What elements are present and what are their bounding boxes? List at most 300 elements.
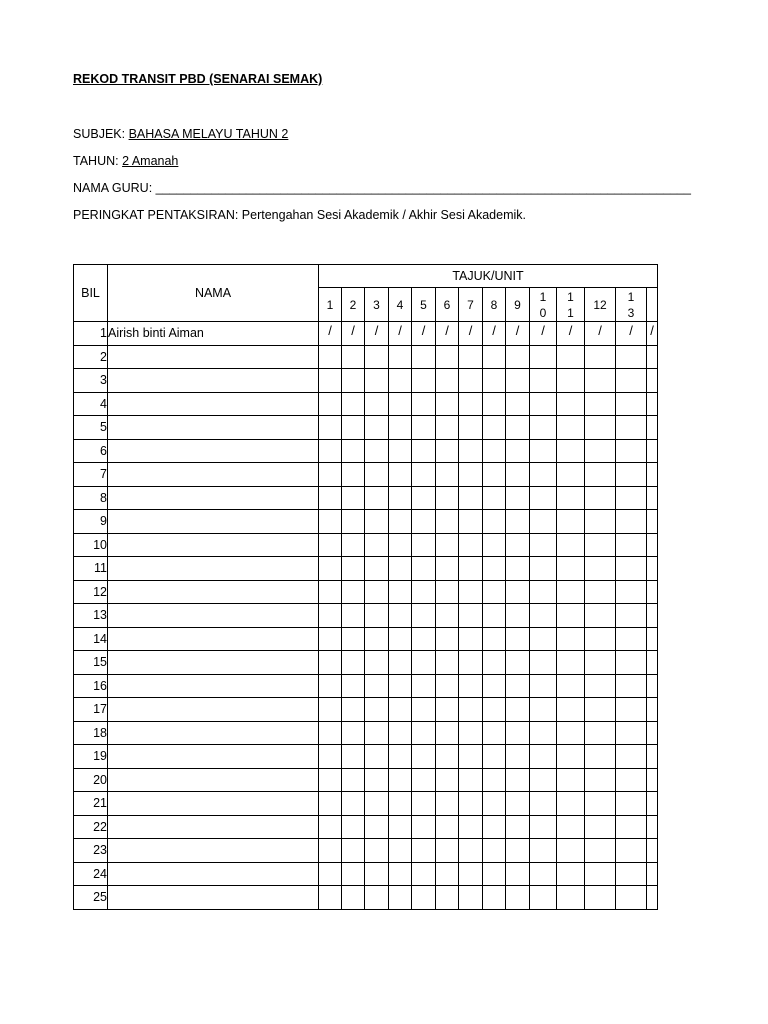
checklist-cell[interactable] (412, 698, 436, 722)
checklist-cell[interactable] (585, 721, 616, 745)
checklist-cell[interactable] (412, 792, 436, 816)
checklist-cell[interactable] (342, 698, 365, 722)
checklist-cell[interactable] (365, 651, 389, 675)
checklist-cell[interactable] (389, 369, 412, 393)
checklist-cell[interactable] (389, 651, 412, 675)
checklist-cell[interactable] (585, 533, 616, 557)
checklist-cell[interactable]: / (616, 322, 647, 346)
checklist-cell[interactable] (365, 792, 389, 816)
checklist-cell[interactable] (319, 392, 342, 416)
checklist-cell[interactable] (647, 698, 658, 722)
checklist-cell[interactable] (319, 345, 342, 369)
checklist-cell[interactable] (436, 463, 459, 487)
checklist-cell[interactable] (459, 604, 483, 628)
checklist-cell[interactable] (436, 557, 459, 581)
checklist-cell[interactable] (506, 604, 530, 628)
checklist-cell[interactable] (365, 886, 389, 910)
student-name-cell[interactable] (108, 839, 319, 863)
checklist-cell[interactable] (412, 815, 436, 839)
checklist-cell[interactable] (365, 721, 389, 745)
checklist-cell[interactable] (585, 580, 616, 604)
checklist-cell[interactable]: / (389, 322, 412, 346)
checklist-cell[interactable] (506, 886, 530, 910)
checklist-cell[interactable] (365, 839, 389, 863)
checklist-cell[interactable] (459, 510, 483, 534)
checklist-cell[interactable] (483, 674, 506, 698)
checklist-cell[interactable] (483, 486, 506, 510)
checklist-cell[interactable] (365, 463, 389, 487)
student-name-cell[interactable] (108, 604, 319, 628)
checklist-cell[interactable] (530, 674, 557, 698)
checklist-cell[interactable] (459, 721, 483, 745)
checklist-cell[interactable] (585, 486, 616, 510)
checklist-cell[interactable] (483, 651, 506, 675)
checklist-cell[interactable] (319, 815, 342, 839)
checklist-cell[interactable] (557, 815, 585, 839)
checklist-cell[interactable] (389, 392, 412, 416)
checklist-cell[interactable] (389, 674, 412, 698)
checklist-cell[interactable] (365, 815, 389, 839)
checklist-cell[interactable] (557, 557, 585, 581)
checklist-cell[interactable] (459, 486, 483, 510)
checklist-cell[interactable] (319, 768, 342, 792)
checklist-cell[interactable] (616, 533, 647, 557)
checklist-cell[interactable] (616, 369, 647, 393)
checklist-cell[interactable] (616, 721, 647, 745)
checklist-cell[interactable] (436, 533, 459, 557)
student-name-cell[interactable] (108, 345, 319, 369)
checklist-cell[interactable] (389, 510, 412, 534)
checklist-cell[interactable] (506, 627, 530, 651)
checklist-cell[interactable] (530, 486, 557, 510)
checklist-cell[interactable]: / (585, 322, 616, 346)
student-name-cell[interactable] (108, 815, 319, 839)
student-name-cell[interactable] (108, 463, 319, 487)
checklist-cell[interactable] (342, 510, 365, 534)
checklist-cell[interactable] (365, 439, 389, 463)
student-name-cell[interactable] (108, 392, 319, 416)
checklist-cell[interactable] (319, 510, 342, 534)
checklist-cell[interactable] (647, 369, 658, 393)
checklist-cell[interactable] (506, 463, 530, 487)
checklist-cell[interactable] (647, 768, 658, 792)
checklist-cell[interactable] (483, 345, 506, 369)
checklist-cell[interactable]: / (436, 322, 459, 346)
checklist-cell[interactable] (647, 604, 658, 628)
checklist-cell[interactable] (389, 486, 412, 510)
student-name-cell[interactable] (108, 580, 319, 604)
student-name-cell[interactable] (108, 698, 319, 722)
checklist-cell[interactable] (557, 486, 585, 510)
checklist-cell[interactable] (616, 674, 647, 698)
checklist-cell[interactable] (647, 557, 658, 581)
checklist-cell[interactable] (483, 839, 506, 863)
checklist-cell[interactable] (459, 392, 483, 416)
checklist-cell[interactable] (342, 627, 365, 651)
checklist-cell[interactable] (506, 486, 530, 510)
checklist-cell[interactable] (647, 510, 658, 534)
checklist-cell[interactable] (412, 463, 436, 487)
checklist-cell[interactable]: / (342, 322, 365, 346)
checklist-cell[interactable] (647, 486, 658, 510)
checklist-cell[interactable] (342, 674, 365, 698)
checklist-cell[interactable] (412, 862, 436, 886)
checklist-cell[interactable] (557, 674, 585, 698)
checklist-cell[interactable] (483, 604, 506, 628)
checklist-cell[interactable] (412, 674, 436, 698)
checklist-cell[interactable] (506, 839, 530, 863)
checklist-cell[interactable] (389, 627, 412, 651)
checklist-cell[interactable] (530, 886, 557, 910)
checklist-cell[interactable] (616, 627, 647, 651)
checklist-cell[interactable] (557, 768, 585, 792)
checklist-cell[interactable] (319, 698, 342, 722)
checklist-cell[interactable] (319, 674, 342, 698)
checklist-cell[interactable] (585, 768, 616, 792)
checklist-cell[interactable] (506, 651, 530, 675)
checklist-cell[interactable] (557, 439, 585, 463)
checklist-cell[interactable] (459, 651, 483, 675)
student-name-cell[interactable] (108, 745, 319, 769)
checklist-cell[interactable] (647, 886, 658, 910)
checklist-cell[interactable] (365, 768, 389, 792)
checklist-cell[interactable] (436, 839, 459, 863)
checklist-cell[interactable] (616, 839, 647, 863)
student-name-cell[interactable] (108, 439, 319, 463)
checklist-cell[interactable] (412, 486, 436, 510)
checklist-cell[interactable] (647, 345, 658, 369)
checklist-cell[interactable] (557, 392, 585, 416)
checklist-cell[interactable] (506, 439, 530, 463)
checklist-cell[interactable] (459, 416, 483, 440)
checklist-cell[interactable] (585, 651, 616, 675)
checklist-cell[interactable] (585, 439, 616, 463)
checklist-cell[interactable] (557, 698, 585, 722)
checklist-cell[interactable] (506, 721, 530, 745)
checklist-cell[interactable] (483, 580, 506, 604)
checklist-cell[interactable] (436, 886, 459, 910)
checklist-cell[interactable] (342, 369, 365, 393)
checklist-cell[interactable] (436, 862, 459, 886)
checklist-cell[interactable]: / (459, 322, 483, 346)
checklist-cell[interactable] (483, 439, 506, 463)
checklist-cell[interactable]: / (365, 322, 389, 346)
checklist-cell[interactable] (365, 416, 389, 440)
checklist-cell[interactable] (557, 580, 585, 604)
student-name-cell[interactable] (108, 721, 319, 745)
checklist-cell[interactable]: / (647, 322, 658, 346)
checklist-cell[interactable] (585, 604, 616, 628)
checklist-cell[interactable] (557, 533, 585, 557)
checklist-cell[interactable] (483, 369, 506, 393)
checklist-cell[interactable] (483, 792, 506, 816)
checklist-cell[interactable] (483, 768, 506, 792)
student-name-cell[interactable] (108, 792, 319, 816)
checklist-cell[interactable] (459, 815, 483, 839)
checklist-cell[interactable]: / (412, 322, 436, 346)
checklist-cell[interactable] (342, 486, 365, 510)
checklist-cell[interactable] (459, 792, 483, 816)
checklist-cell[interactable] (616, 439, 647, 463)
checklist-cell[interactable] (647, 721, 658, 745)
checklist-cell[interactable] (412, 839, 436, 863)
checklist-cell[interactable] (647, 815, 658, 839)
checklist-cell[interactable] (319, 627, 342, 651)
checklist-cell[interactable] (436, 486, 459, 510)
checklist-cell[interactable] (459, 439, 483, 463)
checklist-cell[interactable] (483, 463, 506, 487)
checklist-cell[interactable] (506, 510, 530, 534)
checklist-cell[interactable] (436, 580, 459, 604)
checklist-cell[interactable] (319, 416, 342, 440)
checklist-cell[interactable] (365, 580, 389, 604)
checklist-cell[interactable] (616, 416, 647, 440)
checklist-cell[interactable] (365, 345, 389, 369)
checklist-cell[interactable] (436, 768, 459, 792)
checklist-cell[interactable] (557, 651, 585, 675)
checklist-cell[interactable] (412, 627, 436, 651)
checklist-cell[interactable] (459, 768, 483, 792)
checklist-cell[interactable] (530, 839, 557, 863)
checklist-cell[interactable] (459, 745, 483, 769)
checklist-cell[interactable] (530, 557, 557, 581)
checklist-cell[interactable] (530, 463, 557, 487)
checklist-cell[interactable] (459, 698, 483, 722)
checklist-cell[interactable] (412, 604, 436, 628)
checklist-cell[interactable] (459, 463, 483, 487)
checklist-cell[interactable] (506, 768, 530, 792)
checklist-cell[interactable] (412, 533, 436, 557)
checklist-cell[interactable] (365, 510, 389, 534)
checklist-cell[interactable] (365, 745, 389, 769)
checklist-cell[interactable] (616, 557, 647, 581)
checklist-cell[interactable] (342, 792, 365, 816)
checklist-cell[interactable] (342, 463, 365, 487)
checklist-cell[interactable] (483, 627, 506, 651)
checklist-cell[interactable] (506, 416, 530, 440)
checklist-cell[interactable] (647, 416, 658, 440)
checklist-cell[interactable] (530, 815, 557, 839)
checklist-cell[interactable] (436, 604, 459, 628)
checklist-cell[interactable] (530, 862, 557, 886)
checklist-cell[interactable] (647, 463, 658, 487)
checklist-cell[interactable] (412, 416, 436, 440)
checklist-cell[interactable] (483, 510, 506, 534)
checklist-cell[interactable] (506, 862, 530, 886)
checklist-cell[interactable] (585, 463, 616, 487)
checklist-cell[interactable] (585, 815, 616, 839)
checklist-cell[interactable] (412, 557, 436, 581)
checklist-cell[interactable] (530, 345, 557, 369)
student-name-cell[interactable] (108, 674, 319, 698)
checklist-cell[interactable] (585, 416, 616, 440)
checklist-cell[interactable] (557, 510, 585, 534)
checklist-cell[interactable] (506, 392, 530, 416)
checklist-cell[interactable] (389, 745, 412, 769)
checklist-cell[interactable] (389, 698, 412, 722)
checklist-cell[interactable] (365, 486, 389, 510)
checklist-cell[interactable] (342, 862, 365, 886)
checklist-cell[interactable] (585, 839, 616, 863)
checklist-cell[interactable] (530, 392, 557, 416)
checklist-cell[interactable] (365, 533, 389, 557)
checklist-cell[interactable] (506, 698, 530, 722)
checklist-cell[interactable] (616, 886, 647, 910)
checklist-cell[interactable] (585, 698, 616, 722)
checklist-cell[interactable] (412, 886, 436, 910)
checklist-cell[interactable] (342, 768, 365, 792)
checklist-cell[interactable] (483, 533, 506, 557)
checklist-cell[interactable] (483, 557, 506, 581)
checklist-cell[interactable] (436, 369, 459, 393)
checklist-cell[interactable] (557, 862, 585, 886)
checklist-cell[interactable] (319, 651, 342, 675)
checklist-cell[interactable] (365, 557, 389, 581)
checklist-cell[interactable] (585, 510, 616, 534)
checklist-cell[interactable]: / (319, 322, 342, 346)
checklist-cell[interactable] (506, 674, 530, 698)
checklist-cell[interactable] (342, 392, 365, 416)
checklist-cell[interactable] (319, 439, 342, 463)
student-name-cell[interactable] (108, 768, 319, 792)
checklist-cell[interactable] (319, 745, 342, 769)
checklist-cell[interactable] (483, 815, 506, 839)
student-name-cell[interactable] (108, 627, 319, 651)
checklist-cell[interactable] (319, 792, 342, 816)
checklist-cell[interactable] (585, 627, 616, 651)
student-name-cell[interactable] (108, 886, 319, 910)
checklist-cell[interactable] (616, 463, 647, 487)
student-name-cell[interactable] (108, 557, 319, 581)
checklist-cell[interactable] (342, 604, 365, 628)
checklist-cell[interactable] (459, 580, 483, 604)
checklist-cell[interactable] (365, 392, 389, 416)
checklist-cell[interactable] (365, 369, 389, 393)
checklist-cell[interactable] (319, 580, 342, 604)
checklist-cell[interactable] (436, 345, 459, 369)
checklist-cell[interactable] (436, 416, 459, 440)
checklist-cell[interactable] (530, 416, 557, 440)
checklist-cell[interactable] (585, 369, 616, 393)
student-name-cell[interactable] (108, 533, 319, 557)
checklist-cell[interactable] (647, 839, 658, 863)
checklist-cell[interactable] (616, 486, 647, 510)
checklist-cell[interactable] (319, 604, 342, 628)
checklist-cell[interactable] (319, 886, 342, 910)
checklist-cell[interactable] (459, 533, 483, 557)
checklist-cell[interactable] (389, 815, 412, 839)
checklist-cell[interactable] (530, 627, 557, 651)
checklist-cell[interactable] (616, 392, 647, 416)
checklist-cell[interactable] (530, 510, 557, 534)
checklist-cell[interactable] (557, 745, 585, 769)
checklist-cell[interactable] (342, 580, 365, 604)
student-name-cell[interactable] (108, 369, 319, 393)
checklist-cell[interactable] (616, 815, 647, 839)
checklist-cell[interactable]: / (506, 322, 530, 346)
checklist-cell[interactable] (647, 580, 658, 604)
checklist-cell[interactable] (436, 510, 459, 534)
checklist-cell[interactable] (616, 580, 647, 604)
checklist-cell[interactable] (506, 745, 530, 769)
checklist-cell[interactable] (647, 627, 658, 651)
checklist-cell[interactable] (506, 815, 530, 839)
checklist-cell[interactable] (530, 369, 557, 393)
checklist-cell[interactable] (319, 533, 342, 557)
checklist-cell[interactable] (389, 839, 412, 863)
checklist-cell[interactable] (319, 486, 342, 510)
checklist-cell[interactable] (319, 721, 342, 745)
checklist-cell[interactable] (319, 839, 342, 863)
checklist-cell[interactable] (389, 604, 412, 628)
checklist-cell[interactable] (557, 416, 585, 440)
checklist-cell[interactable] (647, 792, 658, 816)
checklist-cell[interactable] (436, 698, 459, 722)
checklist-cell[interactable] (436, 721, 459, 745)
checklist-cell[interactable] (585, 674, 616, 698)
checklist-cell[interactable] (365, 627, 389, 651)
checklist-cell[interactable] (436, 439, 459, 463)
checklist-cell[interactable] (319, 862, 342, 886)
checklist-cell[interactable] (389, 768, 412, 792)
checklist-cell[interactable] (647, 392, 658, 416)
student-name-cell[interactable] (108, 510, 319, 534)
checklist-cell[interactable] (436, 674, 459, 698)
checklist-cell[interactable] (459, 674, 483, 698)
checklist-cell[interactable] (342, 651, 365, 675)
checklist-cell[interactable] (342, 815, 365, 839)
checklist-cell[interactable] (459, 862, 483, 886)
checklist-cell[interactable] (585, 886, 616, 910)
checklist-cell[interactable] (557, 463, 585, 487)
checklist-cell[interactable] (365, 862, 389, 886)
checklist-cell[interactable] (342, 839, 365, 863)
checklist-cell[interactable] (389, 580, 412, 604)
checklist-cell[interactable] (436, 392, 459, 416)
checklist-cell[interactable] (459, 345, 483, 369)
checklist-cell[interactable] (342, 439, 365, 463)
checklist-cell[interactable] (616, 745, 647, 769)
checklist-cell[interactable] (585, 862, 616, 886)
checklist-cell[interactable] (616, 768, 647, 792)
checklist-cell[interactable] (647, 862, 658, 886)
checklist-cell[interactable] (389, 862, 412, 886)
checklist-cell[interactable] (319, 557, 342, 581)
checklist-cell[interactable]: / (483, 322, 506, 346)
checklist-cell[interactable] (342, 721, 365, 745)
checklist-cell[interactable] (436, 745, 459, 769)
checklist-cell[interactable] (483, 698, 506, 722)
checklist-cell[interactable] (412, 392, 436, 416)
checklist-cell[interactable] (342, 745, 365, 769)
checklist-cell[interactable] (506, 345, 530, 369)
student-name-cell[interactable] (108, 651, 319, 675)
checklist-cell[interactable] (616, 651, 647, 675)
checklist-cell[interactable] (459, 369, 483, 393)
checklist-cell[interactable] (342, 345, 365, 369)
checklist-cell[interactable] (616, 698, 647, 722)
checklist-cell[interactable] (436, 792, 459, 816)
checklist-cell[interactable] (365, 698, 389, 722)
checklist-cell[interactable] (530, 533, 557, 557)
checklist-cell[interactable] (530, 792, 557, 816)
checklist-cell[interactable] (530, 768, 557, 792)
checklist-cell[interactable] (389, 439, 412, 463)
checklist-cell[interactable] (585, 392, 616, 416)
checklist-cell[interactable] (647, 533, 658, 557)
checklist-cell[interactable] (557, 839, 585, 863)
checklist-cell[interactable] (412, 580, 436, 604)
